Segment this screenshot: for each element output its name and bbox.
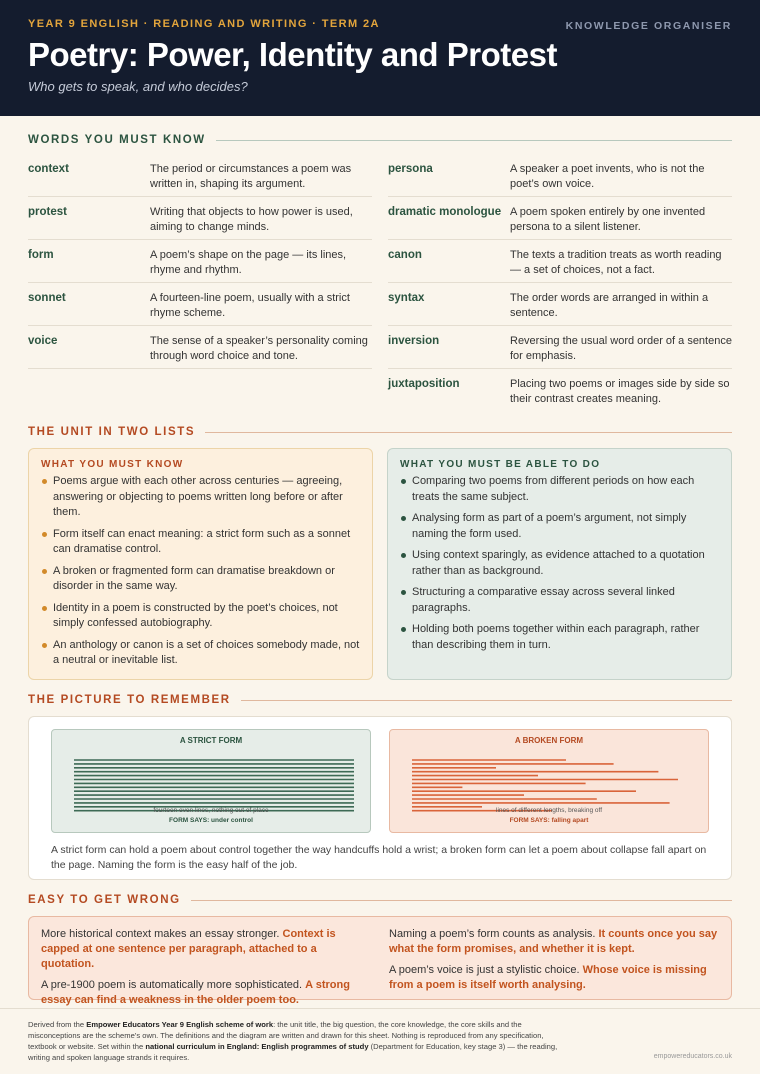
glossary-definition: The order words are arranged in within a sentence.	[510, 292, 709, 319]
broken-form-lines	[390, 750, 708, 812]
glossary-term: form	[28, 249, 54, 261]
know-title: WHAT YOU MUST KNOW	[41, 459, 184, 470]
strict-form-panel	[51, 729, 371, 833]
broken-form-panel	[389, 729, 709, 833]
misconception: A poem’s voice is just a stylistic choice. Whose voice is missing from a poem is itself worth analysing.	[389, 964, 707, 991]
do-box	[387, 448, 732, 680]
glossary-row	[388, 326, 732, 369]
glossary-term: juxtaposition	[388, 378, 460, 390]
list-item: Structuring a comparative essay across several linked paragraphs.	[400, 585, 719, 616]
misconception: A pre-1900 poem is automatically more sophisticated. A strong essay can find a weakness in the older poem too.	[41, 979, 350, 1006]
strict-form-lines	[52, 750, 370, 812]
glossary-right-column	[388, 154, 732, 412]
wrong-section-heading: EASY TO GET WRONG	[28, 894, 732, 906]
picture-card	[28, 716, 732, 880]
glossary-definition: A poem’s shape on the page — its lines, rhyme and rhythm.	[150, 249, 347, 276]
glossary-term: voice	[28, 335, 58, 347]
glossary-term: canon	[388, 249, 422, 261]
misconceptions-box	[28, 916, 732, 1006]
words-section-heading: WORDS YOU MUST KNOW	[28, 134, 732, 146]
broken-form-title: A BROKEN FORM	[514, 736, 584, 745]
glossary-row	[28, 283, 372, 326]
list-item: Form itself can enact meaning: a strict form such as a sonnet can dramatise control.	[41, 527, 360, 558]
course-kicker: YEAR 9 ENGLISH · READING AND WRITING · TERM 2A	[28, 18, 380, 30]
glossary-row	[388, 240, 732, 283]
misconception: Naming a poem’s form counts as analysis. It counts once you say what the form promises, and whether it is kept.	[389, 928, 718, 955]
glossary-definition: The period or circumstances a poem was written in, shaping its argument.	[150, 163, 352, 190]
glossary-term: sonnet	[28, 292, 66, 304]
page-title: Poetry: Power, Identity and Protest	[28, 36, 557, 73]
glossary-left-column	[28, 154, 372, 412]
glossary-row	[388, 283, 732, 326]
source-note: Derived from the Empower Educators Year 9 English scheme of work: the unit title, the big question, the core knowledge, the core skills and the misconceptions are the scheme’s own. The definitions and the diagram are written and drawn for this sheet. Nothing is reproduced from any specification, textbook or website. Set within the national curriculum in England: English programmes of study (Department for Education, key stage 3) — the reading, writing and spoken language strands it requires.	[28, 1020, 558, 1062]
list-item: A broken or fragmented form can dramatise breakdown or disorder in the same way.	[41, 564, 360, 595]
glossary-definition: A poem spoken entirely by one invented persona to a silent listener.	[510, 206, 706, 233]
glossary-definition: Writing that objects to how power is used, aiming to change minds.	[150, 206, 353, 233]
list-item: Analysing form as part of a poem’s argument, not simply naming the form used.	[400, 511, 719, 542]
picture-section-heading: THE PICTURE TO REMEMBER	[28, 694, 732, 706]
list-item: Comparing two poems from different periods on how each treats the same subject.	[400, 474, 719, 505]
list-item: An anthology or canon is a set of choices somebody made, not a neutral or inevitable list.	[41, 638, 360, 669]
glossary-term: inversion	[388, 335, 440, 347]
list-item: Using context sparingly, as evidence attached to a quotation rather than as background.	[400, 548, 719, 579]
page-header	[0, 0, 760, 116]
footer	[0, 1008, 760, 1074]
broken-form-note: lines of different lengths, breaking off	[496, 807, 602, 814]
glossary-term: persona	[388, 163, 433, 175]
glossary-row	[388, 369, 732, 412]
know-box	[28, 448, 373, 680]
footer-url: empowereducators.co.uk	[653, 1053, 732, 1060]
glossary-term: protest	[28, 206, 67, 218]
list-item: Holding both poems together within each paragraph, rather than describing them in turn.	[400, 622, 719, 653]
glossary-term: syntax	[388, 292, 425, 304]
glossary-term: dramatic monologue	[388, 206, 502, 218]
do-title: WHAT YOU MUST BE ABLE TO DO	[400, 459, 601, 470]
strict-form-title: A STRICT FORM	[179, 736, 243, 745]
strict-form-says: FORM SAYS: under control	[169, 817, 253, 824]
glossary-definition: Reversing the usual word order of a sentence for emphasis.	[510, 335, 732, 362]
glossary-definition: The sense of a speaker’s personality coming through word choice and tone.	[150, 335, 368, 362]
list-item: Poems argue with each other across centuries — agreeing, answering or objecting to poems written long before or after them.	[41, 474, 360, 521]
glossary-term: context	[28, 163, 69, 175]
glossary-definition: A fourteen-line poem, usually with a strict rhyme scheme.	[150, 292, 350, 319]
big-question: Who gets to speak, and who decides?	[28, 78, 248, 94]
lists-section-heading: THE UNIT IN TWO LISTS	[28, 426, 732, 438]
broken-form-says: FORM SAYS: falling apart	[509, 817, 589, 824]
glossary	[28, 154, 732, 412]
list-item: Identity in a poem is constructed by the poet’s choices, not simply confessed autobiography.	[41, 601, 360, 632]
glossary-definition: A speaker a poet invents, who is not the poet’s own voice.	[510, 163, 705, 190]
glossary-definition: The texts a tradition treats as worth reading — a set of choices, not a fact.	[510, 249, 722, 276]
glossary-row	[28, 154, 372, 197]
glossary-row	[28, 240, 372, 283]
glossary-row	[388, 154, 732, 197]
picture-caption: A strict form can hold a poem about control together the way handcuffs hold a wrist; a broken form can let a poem about collapse fall apart on the page. Naming the form is the easy half of the job.	[51, 844, 707, 871]
glossary-row	[28, 197, 372, 240]
document-tag: KNOWLEDGE ORGANISER	[565, 20, 732, 32]
glossary-definition: Placing two poems or images side by side so their contrast creates meaning.	[510, 378, 730, 405]
misconception: More historical context makes an essay stronger. Context is capped at one sentence per paragraph, attached to a quotation.	[41, 928, 336, 970]
glossary-row	[28, 326, 372, 369]
unit-lists	[28, 448, 732, 680]
strict-form-note: fourteen even lines, nothing out of place	[153, 807, 269, 814]
glossary-row	[388, 197, 732, 240]
